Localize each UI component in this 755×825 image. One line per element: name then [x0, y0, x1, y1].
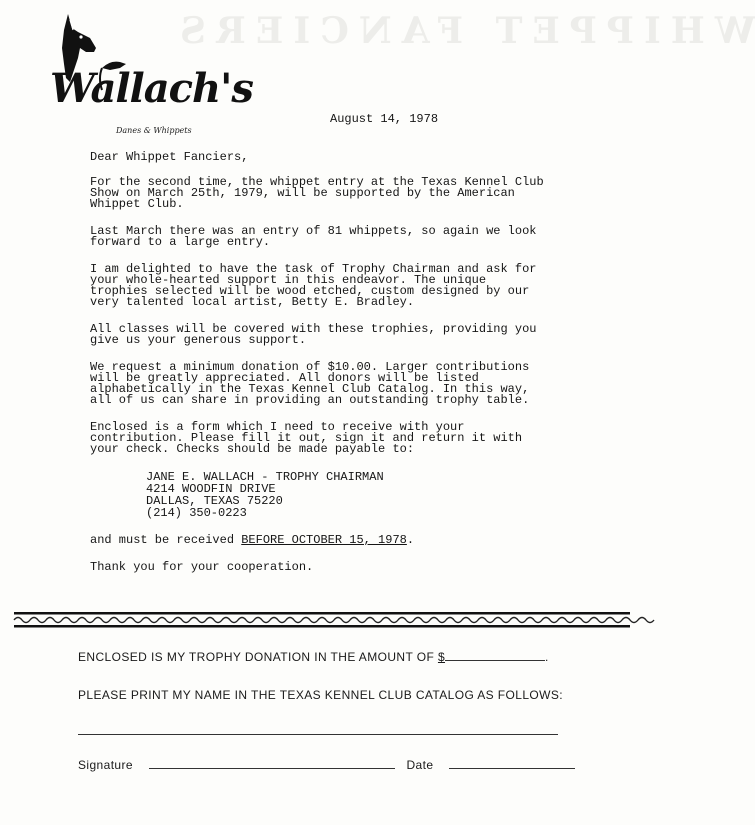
paragraph-3: I am delighted to have the task of Trophy Chairman and ask for your whole-hearted support in this endeavor. The unique trophies selected will be wood etched, custom designed by our very talented local artist, Betty E. Bradley.	[90, 262, 537, 309]
salutation: Dear Whippet Fanciers,	[90, 150, 249, 164]
paragraph-2: Last March there was an entry of 81 whippets, so again we look forward to a large entry.	[90, 224, 537, 249]
address-line: JANE E. WALLACH - TROPHY CHAIRMAN	[146, 470, 384, 484]
signature-field[interactable]	[149, 758, 395, 769]
payee-address	[146, 471, 550, 519]
brand-tagline: Danes & Whippets	[116, 126, 192, 135]
paragraph-6: Enclosed is a form which I need to receive with your contribution. Please fill it out, sign it and return it with your check. Checks should be made payable to:	[90, 420, 523, 456]
address-line: 4214 WOODFIN DRIVE	[146, 482, 276, 496]
currency-symbol: $	[437, 650, 446, 664]
signature-label: Signature	[78, 758, 133, 772]
paragraph-5: We request a minimum donation of $10.00. Larger contributions will be greatly appreciated. All donors will be listed alphabetically in the Texas Kennel Club Catalog. In this way, all of us can share in providing an outstanding trophy table.	[90, 360, 530, 407]
deadline-sentence	[90, 535, 550, 546]
signature-row	[78, 758, 575, 772]
donation-period: .	[545, 650, 549, 664]
address-line: (214) 350-0223	[146, 506, 247, 520]
address-line: DALLAS, TEXAS 75220	[146, 494, 283, 508]
print-name-instruction: PLEASE PRINT MY NAME IN THE TEXAS KENNEL CLUB CATALOG AS FOLLOWS:	[78, 688, 564, 702]
date-field[interactable]	[449, 758, 575, 769]
letter-date: August 14, 1978	[330, 112, 439, 126]
deadline-suffix: .	[406, 533, 415, 547]
donation-amount-row	[78, 650, 549, 664]
decorative-border-divider	[14, 612, 630, 628]
paragraph-4: All classes will be covered with these trophies, providing you give us your generous support.	[90, 322, 537, 347]
letter-body	[90, 152, 550, 589]
date-label: Date	[406, 758, 434, 772]
catalog-name-field[interactable]	[78, 734, 558, 735]
donation-label: ENCLOSED IS MY TROPHY DONATION IN THE AMOUNT OF	[78, 650, 435, 664]
paragraph-1: For the second time, the whippet entry at the Texas Kennel Club Show on March 25th, 1979, will be supported by the American Whippet Club.	[90, 175, 544, 211]
deadline-prefix: and must be received	[90, 533, 235, 547]
closing: Thank you for your cooperation.	[90, 560, 314, 574]
brand-wordmark: Wallach's	[50, 65, 253, 112]
deadline-date: BEFORE OCTOBER 15, 1978	[241, 533, 407, 547]
ghost-letterhead-bleed: WHIPPET FANCIERS	[170, 10, 755, 52]
donation-amount-field[interactable]	[445, 650, 545, 661]
